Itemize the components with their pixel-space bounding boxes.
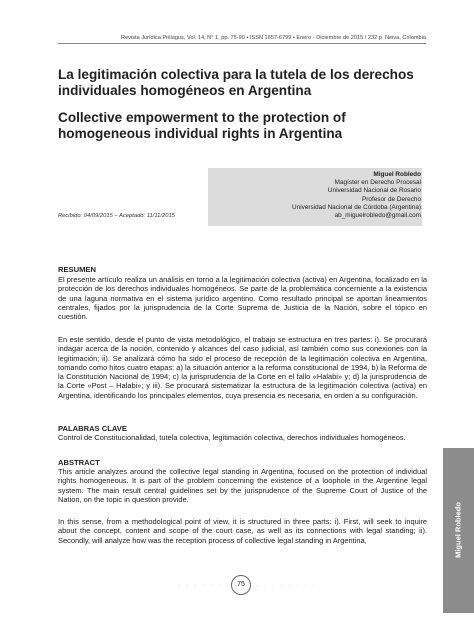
resumen-heading: RESUMEN <box>58 265 96 274</box>
palabras-clave-text: Control de Constitucionalidad, tutela colectiva, legitimación colectiva, derechos individuales homogéneos. <box>58 433 406 442</box>
footer-dots-left: · · · · · · · · <box>178 583 239 589</box>
author-university-2: Universidad Nacional de Córdoba (Argentina) <box>292 203 421 211</box>
author-position: Profesor de Derecho <box>362 195 421 203</box>
author-name: Miguel Robledo <box>373 171 421 178</box>
title-spanish: La legitimación colectiva para la tutela de los derechos individuales homogéneos en Argentina <box>58 67 414 98</box>
title-english: Collective empowerment to the protection of homogeneous individual rights in Argentina <box>58 110 346 141</box>
page-number: 75 <box>231 575 251 595</box>
abstract-paragraph-2: In this sense, from a methodological point of view, it is structured in three parts: i). First, will seek to inquire about the concept, content and scope of the court case, as well as its connections with legal standing; ii). Secondly, will analyze how was the reception process of collective legal standing in Argentina, <box>58 517 427 545</box>
received-dates: Recibido: 04/09/2015 – Aceptado: 11/11/2015 <box>58 213 175 219</box>
author-degree: Magíster en Derecho Procesal <box>334 179 421 187</box>
journal-header: Revista Jurídica Piélagus, Vol. 14, N° 1, pp. 75-90 • ISSN 1657-6799 • Enero - Diciembre de 2015 / 232 p. Neiva, Colombia <box>58 35 426 44</box>
author-email: ab_miguelrobledo@gmail.com <box>334 212 421 220</box>
resumen-paragraph-2: En este sentido, desde el punto de vista metodológico, el trabajo se estructura en tres partes: i). Se procurará indagar acerca de la noción, contenido y alcances del caso judicial, así también como sus conexiones con la legitimación; ii). Se analizará cómo ha sido el proceso de recepción de la legitimación colectiva en Argentina, tomando como hitos cuatro etapas: a) la situación anterior a la reforma constitucional de 1994, b) la Reforma de la Constitución Nacional de 1994; c) la jurisprudencia de la Corte en el fallo «Halabi» y; d) la jurisprudencia de la Corte «Post – Halabi»; y iii). Se procurará sistematizar la estructura de la legitimación colectiva (activa) en Argentina, identificando los principales elementos, cuya presencia es necesaria, en orden a su configuración. <box>58 335 427 400</box>
side-author-label: Miguel Robledo <box>453 502 463 558</box>
abstract-paragraph-1: This article analyzes around the collective legal standing in Argentina, focused on the protection of individual rights homogeneous. It is part of the problem concerning the existence of a loophole in the Argentine legal system. The main result central guidelines set by the jurisprudence of the Supreme Court of Justice of the Nation, on the topic in question provide. <box>58 467 427 504</box>
resumen-paragraph-1: El presente artículo realiza un análisis en torno a la legitimación colectiva (activa) en Argentina, focalizado en la protección de los derechos individuales homogéneos. Se parte de la problemática concerniente a la existencia de una laguna normativa en el sistema jurídico argentino. Como resultado principal se aportan lineamientos centrales, fijados por la jurisprudencia de la Corte Suprema de Justicia de la Nación, sobre el tópico en cuestión. <box>58 275 427 322</box>
palabras-clave-heading: PALABRAS CLAVE <box>58 424 127 433</box>
author-info <box>292 171 421 220</box>
abstract-heading: ABSTRACT <box>58 458 100 467</box>
footer-dots-right: · · · · · · · · <box>256 583 317 589</box>
author-university-1: Universidad Nacional de Rosario <box>327 187 421 195</box>
